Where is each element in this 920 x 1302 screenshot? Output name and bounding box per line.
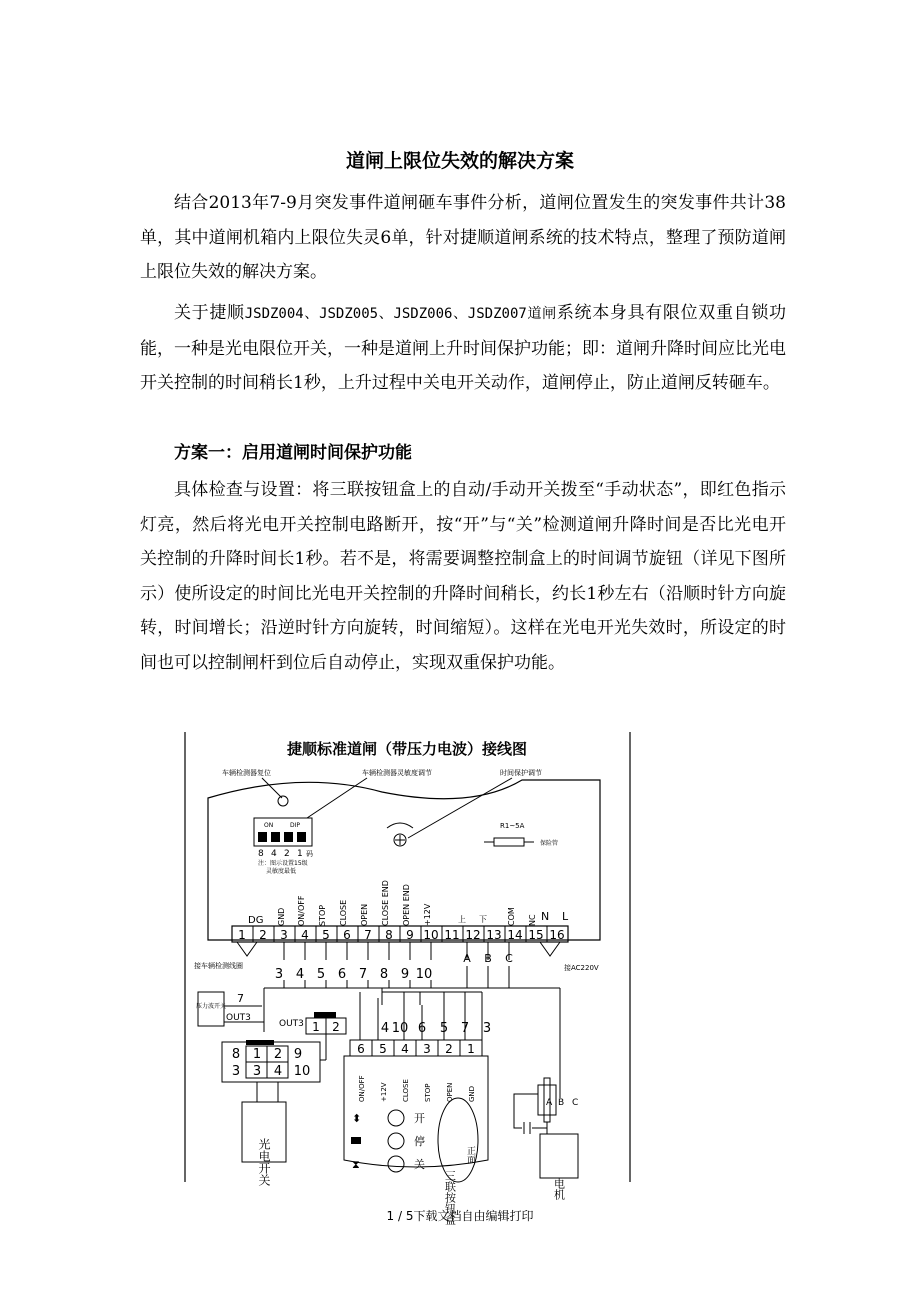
stop-button[interactable]: [388, 1133, 404, 1149]
terminal-2: 2: [259, 928, 267, 942]
top-label-open: OPEN: [360, 903, 369, 926]
dip-dip-label: DIP: [290, 822, 301, 829]
box-terminal-2: 2: [445, 1042, 453, 1056]
terminal-15: 15: [528, 928, 544, 942]
photo-pin-8: 8: [231, 1047, 241, 1062]
pressure-switch-label: 压力波开关: [195, 1003, 227, 1010]
terminal-9: 9: [406, 928, 414, 942]
terminal-3: 3: [280, 928, 288, 942]
lower-wire-10: 10: [391, 1021, 409, 1036]
terminal-12: 12: [465, 928, 481, 942]
arrow-reset: [262, 778, 282, 798]
box-terminal-6: 6: [357, 1042, 365, 1056]
photo-pin-10: 10: [293, 1064, 311, 1079]
wire-num-7: 7: [358, 967, 368, 982]
box-label-onoff: ON/OFF: [358, 1075, 366, 1102]
box-label-open: OPEN: [446, 1082, 454, 1102]
out3-label-a: OUT3: [226, 1013, 251, 1023]
relay-pin-1: 1: [312, 1020, 320, 1034]
photo-pin-4: 4: [273, 1064, 283, 1079]
lower-wire-7: 7: [460, 1021, 470, 1036]
dip-suffix: 码: [306, 850, 313, 858]
photo-switch-label: 光电开关: [257, 1138, 271, 1186]
motor-pin-c: C: [572, 1098, 579, 1108]
out3-label-b: OUT3: [279, 1019, 304, 1029]
wire-num-3: 3: [274, 967, 284, 982]
label-reset: 车辆检测器复位: [222, 769, 271, 777]
wire-num-10: 10: [415, 967, 433, 982]
top-label-n: N: [541, 910, 550, 923]
open-arrows-icon: ⬍: [352, 1112, 362, 1125]
arrow-time-protect: [408, 778, 512, 838]
rotate-arrow-icon: [387, 823, 413, 828]
lower-wire-5: 5: [439, 1021, 449, 1036]
top-label-12v: +12V: [423, 903, 432, 926]
detector-coil-label: 接车辆检测线圈: [194, 962, 243, 970]
paragraph-procedure: 具体检查与设置：将三联按钮盒上的自动/手动开关拨至“手动状态”，即红色指示灯亮，然后将光电开关控制电路断开，按“开”与“关”检测道闸升降时间是否比光电开关控制的升降时间长1秒。若不是，将需要调整控制盒上的时间调节旋钮（详见下图所示）使所设定的时间比光电开关控制的升降时间稍长，约长1秒左右（沿顺时针方向旋转，时间增长；沿逆时针方向旋转，时间缩短）。这样在光电开光失效时，所设定的时间也可以控制闸杆到位后自动停止，实现双重保护功能。: [140, 480, 786, 673]
top-label-gnd: GND: [277, 907, 286, 926]
open-button-label: 开: [414, 1112, 425, 1125]
dip-number-1: 1: [297, 849, 303, 859]
top-label-dg: DG: [248, 915, 264, 926]
pressure-wire-7: 7: [237, 992, 244, 1005]
motor-pin-a: A: [546, 1098, 553, 1108]
top-label-up: 上: [458, 915, 466, 924]
terminal-13: 13: [486, 928, 502, 942]
terminal-6: 6: [343, 928, 351, 942]
motor-pin-b: B: [558, 1098, 565, 1108]
top-label-com: COM: [507, 907, 516, 926]
diagram-title: 捷顺标准道闸（带压力电波）接线图: [286, 740, 528, 758]
label-sensitivity: 车辆检测器灵敏度调节: [362, 769, 432, 777]
top-label-nc: NC: [528, 914, 537, 926]
top-label-down: 下: [479, 915, 487, 924]
relay-pin-2: 2: [332, 1020, 340, 1034]
terminal-11: 11: [444, 928, 460, 942]
motor-label: 电机: [552, 1178, 566, 1200]
dip-switch[interactable]: [254, 818, 312, 846]
terminal-7: 7: [364, 928, 372, 942]
top-label-l: L: [562, 910, 569, 923]
terminal-5: 5: [322, 928, 330, 942]
box-terminal-4: 4: [401, 1042, 409, 1056]
wire-num-5: 5: [316, 967, 326, 982]
box-label-gnd: GND: [468, 1085, 476, 1102]
button-box-name: 三联按钮盒: [443, 1170, 457, 1225]
paragraph-system: [140, 296, 786, 401]
box-label-12v: +12V: [380, 1082, 388, 1102]
terminal-4: 4: [301, 928, 309, 942]
photo-pin-3a: 3: [231, 1064, 241, 1079]
box-label-stop: STOP: [424, 1083, 432, 1102]
lower-wire-6: 6: [417, 1021, 427, 1036]
box-label-close: CLOSE: [402, 1079, 410, 1102]
dip-number-2: 2: [284, 849, 290, 859]
box-terminal-1: 1: [467, 1042, 475, 1056]
dip-number-4: 4: [271, 849, 277, 859]
top-label-open-end: OPEN END: [402, 884, 411, 926]
close-arrows-icon: ⧗: [352, 1158, 360, 1171]
photo-pin-1: 1: [252, 1047, 262, 1062]
open-button[interactable]: [388, 1110, 404, 1126]
wires-upper: [284, 942, 509, 960]
top-label-close: CLOSE: [339, 899, 348, 926]
paragraph-system-lead: 关于捷顺: [174, 303, 245, 323]
page-footer: 1 / 5下载文档自由编辑打印: [386, 1209, 534, 1223]
terminal-1: 1: [238, 928, 246, 942]
relay-latch: [314, 1012, 336, 1018]
wire-num-4: 4: [295, 967, 305, 982]
wire-num-6: 6: [337, 967, 347, 982]
paragraph-system-rest: 系统本身具有限位双重自锁功能，一种是光电限位开关，一种是道闸上升时间保护功能；即：道闸升降时间应比光电开关控制的时间稍长1秒，上升过程中关电开关动作，道闸停止，防止道闸反转砸车。: [140, 303, 786, 393]
close-button[interactable]: [388, 1156, 404, 1172]
lower-wire-3: 3: [482, 1021, 492, 1036]
wire-b: B: [484, 952, 492, 965]
paragraph-intro: 结合2013年7-9月突发事件道闸砸车事件分析，道闸位置发生的突发事件共计38单，其中道闸机箱内上限位失灵6单，针对捷顺道闸系统的技术特点，整理了预防道闸上限位失效的解决方案。: [140, 193, 786, 282]
dip-number-8: 8: [258, 849, 264, 859]
stop-icon: [351, 1137, 361, 1144]
paragraph-system-models: JSDZ004、JSDZ005、JSDZ006、JSDZ007道闸: [244, 306, 557, 322]
photo-pin-2: 2: [273, 1047, 283, 1062]
fuse-label: 保险管: [540, 840, 559, 847]
fuse-icon: [494, 838, 524, 846]
top-label-onoff: ON/OFF: [297, 895, 306, 926]
button-box-front: 正面: [465, 1146, 475, 1164]
box-terminal-3: 3: [423, 1042, 431, 1056]
dip-on-label: ON: [264, 822, 274, 829]
terminal-16: 16: [549, 928, 565, 942]
terminal-14: 14: [507, 928, 523, 942]
power-lead: [540, 942, 560, 956]
capacitor-lead: [514, 1094, 538, 1128]
wire-c: C: [505, 952, 513, 965]
top-label-close-end: CLOSE END: [381, 880, 390, 926]
wire-num-9: 9: [400, 967, 410, 982]
box-terminal-5: 5: [379, 1042, 387, 1056]
motor-box: [540, 1134, 578, 1178]
close-button-label: 关: [414, 1158, 425, 1171]
terminal-8: 8: [385, 928, 393, 942]
dip-note-1: 注：图示设置15级: [258, 860, 308, 867]
fuse-value: R1~5A: [500, 822, 525, 830]
section-heading-plan1: 方案一：启用道闸时间保护功能: [174, 443, 412, 463]
coil-lead: [237, 942, 257, 956]
terminal-10: 10: [423, 928, 439, 942]
page-title: 道闸上限位失效的解决方案: [345, 150, 574, 172]
photo-pin-3b: 3: [252, 1064, 262, 1079]
top-label-stop: STOP: [318, 904, 327, 926]
stop-button-label: 停: [414, 1135, 425, 1148]
photo-pin-9: 9: [293, 1047, 303, 1062]
photo-connector-latch: [246, 1040, 274, 1045]
label-time-protect: 时间保护调节: [500, 769, 542, 777]
lower-wire-4: 4: [380, 1021, 390, 1036]
dip-note-2: 灵敏度最低: [266, 868, 297, 875]
reset-button-icon[interactable]: [278, 796, 288, 806]
wire-a: A: [463, 952, 471, 965]
power-label: 接AC220V: [564, 964, 599, 972]
wire-num-8: 8: [379, 967, 389, 982]
